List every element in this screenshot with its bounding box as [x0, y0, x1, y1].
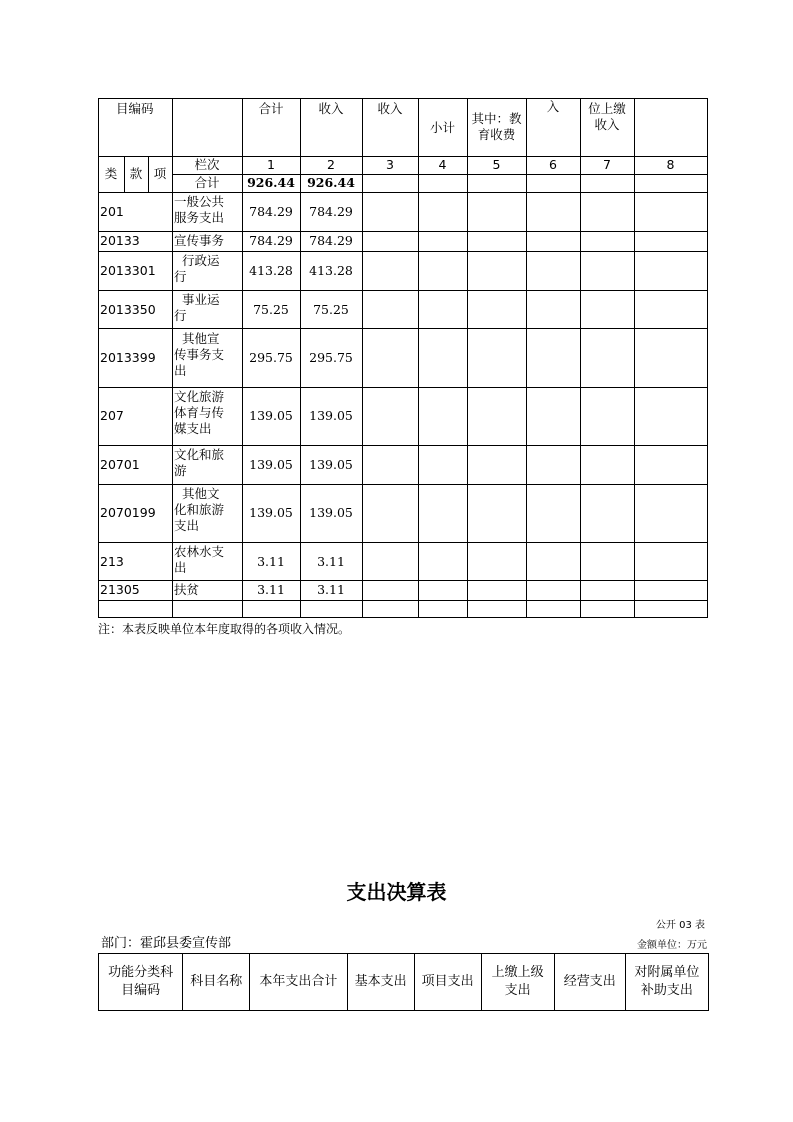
row-name: 其他文 化和旅游 支出 — [174, 486, 225, 533]
header-code-label: 目编码 — [116, 101, 154, 116]
row-name: 事业运 行 — [174, 292, 220, 323]
grid-line — [98, 617, 708, 618]
row-code: 207 — [100, 408, 124, 423]
grid-line — [580, 98, 581, 617]
row-c2: 413.28 — [309, 263, 353, 278]
grid-line — [362, 98, 363, 617]
grid-line — [98, 251, 708, 252]
department-label: 部门：霍邱县委宣传部 — [101, 936, 232, 951]
total-row-label: 合计 — [194, 175, 220, 190]
col-number: 7 — [603, 157, 611, 172]
grid-line — [526, 98, 527, 617]
row-c2: 3.11 — [317, 582, 345, 597]
row-code: 213 — [100, 554, 124, 569]
row-code: 2070199 — [100, 505, 156, 520]
grid-line — [98, 484, 708, 485]
expense-header-cell: 上缴上级 支出 — [481, 954, 554, 1011]
header-subtotal: 小计 — [429, 120, 455, 135]
col-number: 5 — [492, 157, 501, 172]
grid-line — [98, 387, 708, 388]
header-lei: 类 — [104, 166, 118, 181]
table-code: 公开 03 表 — [655, 920, 705, 931]
row-code: 2013301 — [100, 263, 156, 278]
grid-line — [707, 98, 708, 617]
grid-line — [98, 290, 708, 291]
header-lanci: 栏次 — [194, 157, 220, 172]
total-row-c1: 926.44 — [247, 175, 295, 190]
header-income-c: 入 — [546, 99, 560, 114]
row-c2: 139.05 — [309, 457, 353, 472]
col-number: 8 — [666, 157, 675, 172]
total-row-c2: 926.44 — [307, 175, 355, 190]
expense-header-cell: 功能分类科 目编码 — [99, 954, 183, 1011]
grid-line — [98, 580, 708, 581]
col-number: 6 — [549, 157, 557, 172]
expense-header-cell: 经营支出 — [554, 954, 625, 1011]
expense-header-cell: 基本支出 — [347, 954, 414, 1011]
header-income-a: 收入 — [318, 101, 344, 116]
row-name: 农林水支 出 — [174, 544, 225, 575]
row-c2: 139.05 — [309, 505, 353, 520]
header-income-b: 收入 — [377, 101, 403, 116]
row-code: 201 — [100, 204, 124, 219]
row-c2: 784.29 — [309, 204, 353, 219]
header-edu-fee: 其中：教 育收费 — [471, 111, 522, 142]
row-c1: 139.05 — [249, 505, 293, 520]
row-c2: 139.05 — [309, 408, 353, 423]
grid-line — [98, 445, 708, 446]
header-total: 合计 — [258, 101, 284, 116]
header-kuan: 款 — [129, 166, 143, 181]
row-c1: 784.29 — [249, 204, 293, 219]
row-c2: 75.25 — [313, 302, 349, 317]
expense-table — [98, 953, 709, 1011]
row-c1: 139.05 — [249, 457, 293, 472]
row-name: 行政运 行 — [174, 253, 220, 284]
row-name: 文化旅游 体育与传 媒支出 — [174, 389, 225, 436]
row-c1: 295.75 — [249, 350, 293, 365]
row-code: 21305 — [100, 582, 140, 597]
header-upper-income: 位上缴 收入 — [588, 101, 626, 132]
grid-line — [98, 600, 708, 601]
page-title: 支出决算表 — [346, 880, 447, 904]
col-number: 1 — [267, 157, 275, 172]
col-number: 3 — [386, 157, 394, 172]
expense-header-cell: 科目名称 — [183, 954, 250, 1011]
expense-header-row — [99, 954, 709, 1011]
row-name: 文化和旅 游 — [174, 447, 225, 478]
expense-header-cell: 本年支出合计 — [250, 954, 347, 1011]
grid-line — [98, 98, 708, 99]
row-c1: 784.29 — [249, 233, 293, 248]
unit-label: 金额单位：万元 — [637, 940, 707, 951]
expense-header-cell: 项目支出 — [414, 954, 481, 1011]
grid-line — [98, 231, 708, 232]
grid-line — [467, 98, 468, 617]
row-code: 2013350 — [100, 302, 156, 317]
row-c2: 295.75 — [309, 350, 353, 365]
row-code: 2013399 — [100, 350, 156, 365]
row-name: 宣传事务 — [174, 233, 225, 248]
expense-header-cell: 对附属单位 补助支出 — [625, 954, 708, 1011]
table-note: 注：本表反映单位本年度取得的各项收入情况。 — [98, 622, 351, 636]
header-xiang: 项 — [153, 166, 167, 181]
grid-line — [98, 192, 708, 193]
row-code: 20701 — [100, 457, 140, 472]
grid-line — [98, 542, 708, 543]
row-name: 其他宣 传事务支 出 — [174, 331, 225, 378]
row-name: 扶贫 — [174, 582, 200, 597]
row-c1: 3.11 — [257, 554, 285, 569]
row-c1: 413.28 — [249, 263, 293, 278]
col-number: 4 — [438, 157, 447, 172]
grid-line — [98, 328, 708, 329]
row-c1: 3.11 — [257, 582, 285, 597]
row-c1: 75.25 — [253, 302, 289, 317]
row-c1: 139.05 — [249, 408, 293, 423]
col-number: 2 — [327, 157, 335, 172]
grid-line — [418, 98, 419, 617]
row-code: 20133 — [100, 233, 140, 248]
grid-line — [634, 98, 635, 617]
row-name: 一般公共 服务支出 — [174, 194, 225, 225]
row-c2: 784.29 — [309, 233, 353, 248]
row-c2: 3.11 — [317, 554, 345, 569]
